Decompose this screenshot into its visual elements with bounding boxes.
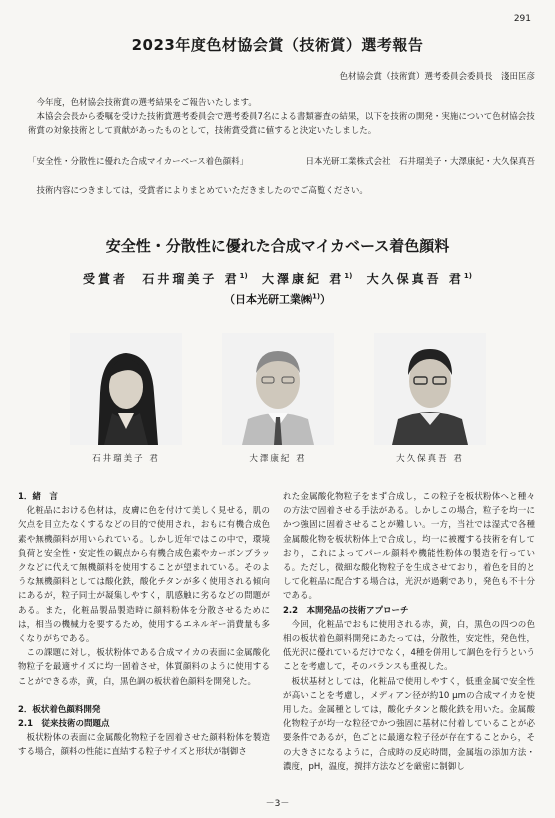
subsection-heading-2-1: 2.1 従来技術の問題点 xyxy=(18,719,110,730)
recipient-name: 大澤康紀 君 xyxy=(262,272,345,286)
body-paragraph: 板状基材としては，化粧品で使用しやすく，低重金属で安全性が高いことを考慮し，メディアン径が約10 μmの合成マイカを使用した。金属種としては，酸化チタンと酸化鉄を用いた。金属酸化物粒子が均一な粒径でかつ強固に基材に付着していることが必要条件であるが，色ごとに最適な粒子径が存在することから，その大きさになるように，合成時の反応時間，金属塩の添加方法・濃度，pH，温度，撹拌方法などを厳密に制御し xyxy=(283,676,535,772)
body-paragraph: 化粧品における色材は，皮膚に色を付けて美しく見せる，肌の欠点を目立たなくするなどの目的で使用され，おもに有機合成色素や無機顔料が用いられている。しかし近年ではこの中で，環境負荷と安全性・安定性の観点から有機合成色素やカーボンブラックなどに代えて無機顔料を使用することが望まれている。そのような無機顔料としては酸化鉄，酸化チタンが多く使用される傾向にあるが，粒子同士が凝集しやすく，肌感触に劣るなどの問題がある。また，化粧品製品製造時に顔料粉体を分散させるためには，相当の機械力を要するため，使用するエネルギー消費量も多くなりがちである。 xyxy=(18,506,270,645)
intro-text xyxy=(28,96,535,138)
portrait-photo-1 xyxy=(70,333,182,445)
page-number-top: 291 xyxy=(513,14,531,24)
intro-paragraph: 本協会会長から委嘱を受けた技術賞選考委員会で選考委員7名による書類審査の結果，以下を技術の開発・実施について色材協会技術賞の対象技術として貢献があったものとして，技術賞受賞に値すると決定いたしました。 xyxy=(28,112,535,136)
footnote-mark: 1) xyxy=(344,272,353,280)
portrait-photo-3 xyxy=(374,333,486,445)
body-paragraph: この課題に対し，板状粉体である合成マイカの表面に金属酸化物粒子を最適サイズに均一固着させ，体質顔料のように使用することができる赤，黄，白，黒色調の板状着色顔料を開発した。 xyxy=(18,648,270,687)
section-heading-1: 1．緒 言 xyxy=(18,492,58,502)
footnote-mark: 1) xyxy=(311,292,321,301)
photo-caption-3: 大久保真吾 君 xyxy=(396,454,464,464)
body-paragraph: 板状粉体の表面に金属酸化物粒子を固着させた顔料粉体を製造する場合，顔料の性能に直結する粒子サイズと形状が制御さ xyxy=(18,733,270,758)
report-title: 2023年度色材協会賞（技術賞）選考報告 xyxy=(131,36,424,54)
affiliation-close: ） xyxy=(320,293,332,306)
recipients-line xyxy=(0,270,555,287)
award-company: 日本光研工業株式会社 石井瑠美子・大澤康紀・大久保真吾 xyxy=(305,157,535,167)
affiliation-text: （日本光研工業㈱ xyxy=(223,293,312,306)
photo-caption-1: 石井瑠美子 君 xyxy=(92,454,160,464)
recipients-label: 受賞者 xyxy=(83,272,129,286)
body-paragraph: れた金属酸化物粒子をまず合成し，この粒子を板状粉体へと種々の方法で固着させる手法がある。しかしこの場合，粒子を均一にかつ強固に固着させることが難しい。一方，当社では湿式で各種金属酸化物を板状粉体上で合成し，均一に被覆する技術を有しており，これによってパール顔料や機能性粉体の製造を行っている。ただし，微細な酸化物粒子を生成させており，着色を目的として化粧品に配合する場合は，光沢が過剰であり，発色も不十分である。 xyxy=(283,492,535,602)
photo-caption-2: 大澤康紀 君 xyxy=(249,454,307,464)
award-entry xyxy=(28,155,535,167)
footnote-mark: 1) xyxy=(463,272,472,280)
article-title: 安全性・分散性に優れた合成マイカベース着色顔料 xyxy=(105,237,450,255)
page-number-bottom: －3－ xyxy=(265,799,290,809)
subsection-heading-2-2: 2.2 本開発品の技術アプローチ xyxy=(283,605,409,616)
footnote-mark: 1) xyxy=(239,272,248,280)
closing-note: 技術内容につきましては，受賞者によりまとめていただきましたのでご高覧ください。 xyxy=(36,186,368,196)
body-column-left xyxy=(18,490,270,760)
intro-paragraph: 今年度，色材協会技術賞の選考結果をご報告いたします。 xyxy=(36,98,257,108)
recipient-name: 大久保真吾 君 xyxy=(366,272,464,286)
affiliation xyxy=(0,291,555,307)
body-column-right xyxy=(283,490,535,774)
portrait-photo-2 xyxy=(222,333,334,445)
award-topic: 「安全性・分散性に優れた合成マイカーベース着色顔料」 xyxy=(28,157,249,167)
section-heading-2: 2．板状着色顔料開発 xyxy=(18,704,101,715)
recipient-name: 石井瑠美子 君 xyxy=(142,272,240,286)
committee-chair: 色材協会賞（技術賞）選考委員会委員長 淺田匡彦 xyxy=(339,72,535,82)
body-paragraph: 今回，化粧品でおもに使用される赤，黄，白，黒色の四つの色相の板状着色顔料開発にあたっては，分散性，安定性，発色性，低光沢に優れているだけでなく，4種を併用して調色を行うということを考慮して，そのバランスも重視した。 xyxy=(283,619,535,673)
